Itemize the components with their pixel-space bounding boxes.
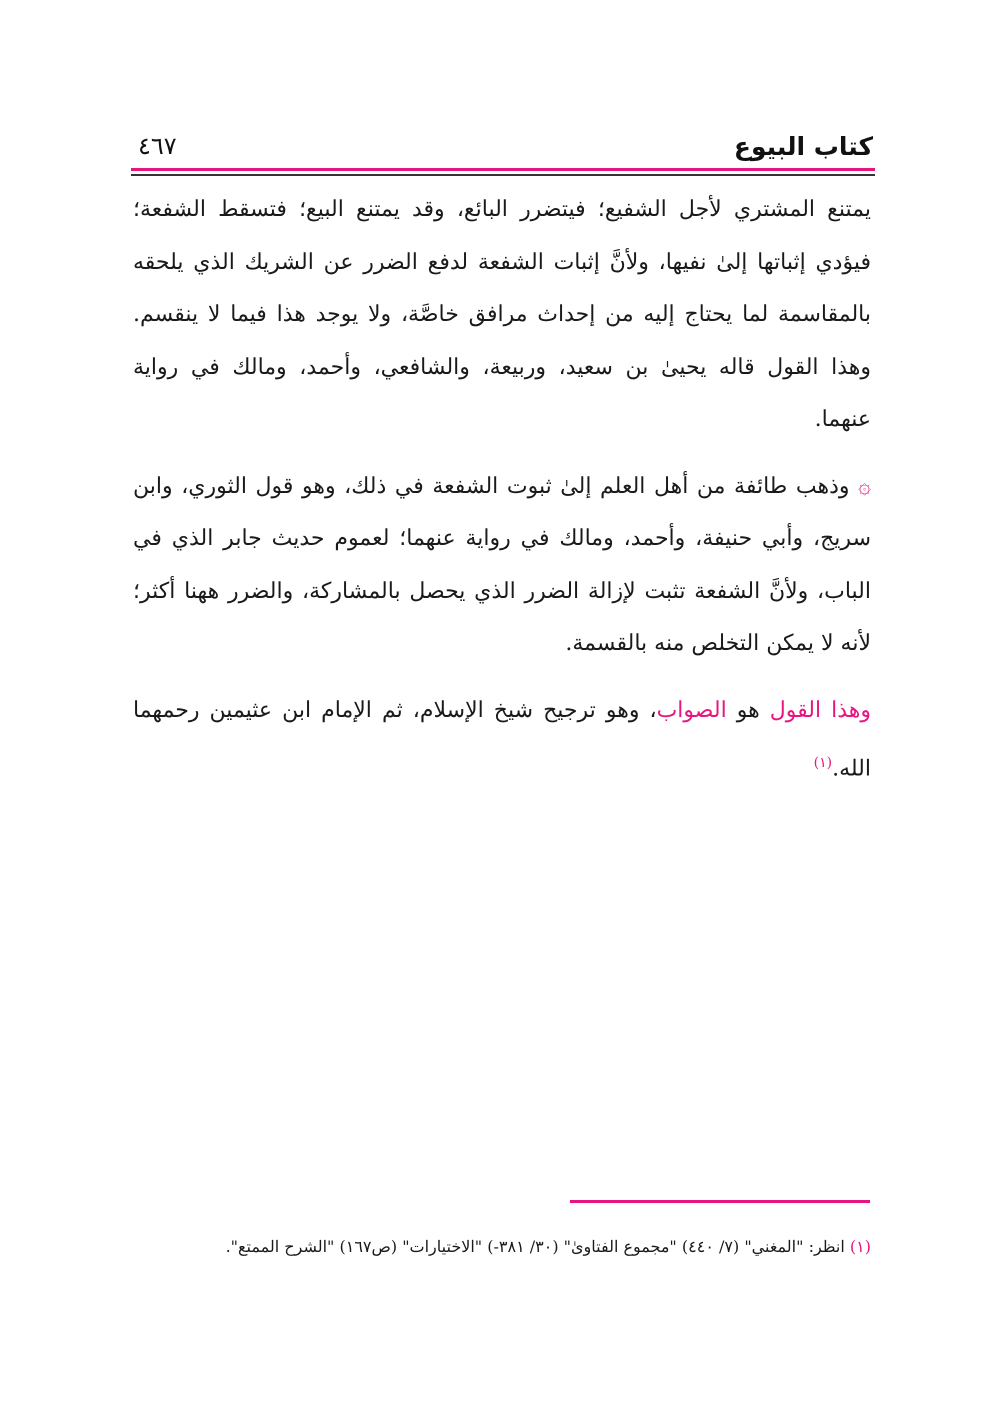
highlight-phrase-1: وهذا القول: [769, 697, 871, 723]
paragraph-1: يمتنع المشتري لأجل الشفيع؛ فيتضرر البائع، وقد يمتنع البيع؛ فتسقط الشفعة؛ فيؤدي إثباتها إلىٰ نفيها، ولأنَّ إثبات الشفعة لدفع الضرر عن الشريك الذي يلحقه بالمقاسمة لما يحتاج إليه من إحداث مرافق خاصَّة، ولا يوجد هذا فيما لا ينقسم. وهذا القول قاله يحيىٰ بن سعيد، وربيعة، والشافعي، وأحمد، ومالك في رواية عنهما.: [133, 197, 871, 432]
footnote-marker: (١): [849, 1237, 871, 1256]
header-rule-dark: [131, 174, 875, 176]
footnote-text: انظر: "المغني" (٧/ ٤٤٠) "مجموع الفتاوىٰ" (٣٠/ ٣٨١-) "الاختيارات" (ص١٦٧) "الشرح الممتع".: [225, 1237, 850, 1256]
paragraph-3: [133, 685, 871, 796]
chapter-title: كتاب البيوع: [733, 132, 873, 161]
header-rule-accent: [131, 168, 875, 171]
paragraph-2: [133, 461, 871, 671]
main-text: [133, 184, 871, 796]
page-header: [133, 128, 873, 168]
paragraph-3-connector: هو: [726, 697, 770, 723]
highlight-phrase-2: الصواب: [656, 697, 727, 723]
paragraph-marker-icon: ۞: [858, 473, 871, 499]
footnote: [133, 1232, 871, 1262]
footnote-separator: [570, 1200, 870, 1203]
footnote-reference[interactable]: (١): [813, 755, 833, 771]
paragraph-2-text: وذهب طائفة من أهل العلم إلىٰ ثبوت الشفعة في ذلك، وهو قول الثوري، وابن سريج، وأبي حنيفة، وأحمد، ومالك في رواية عنهما؛ لعموم حديث جابر الذي في الباب، ولأنَّ الشفعة تثبت لإزالة الضرر الذي يحصل بالمشاركة، والضرر ههنا أكثر؛ لأنه لا يمكن التخلص منه بالقسمة.: [133, 473, 871, 656]
paragraph-3-text: ، وهو ترجيح شيخ الإسلام، ثم الإمام ابن عثيمين رحمهما الله.: [133, 697, 871, 782]
page-number: ٤٦٧: [138, 132, 177, 160]
